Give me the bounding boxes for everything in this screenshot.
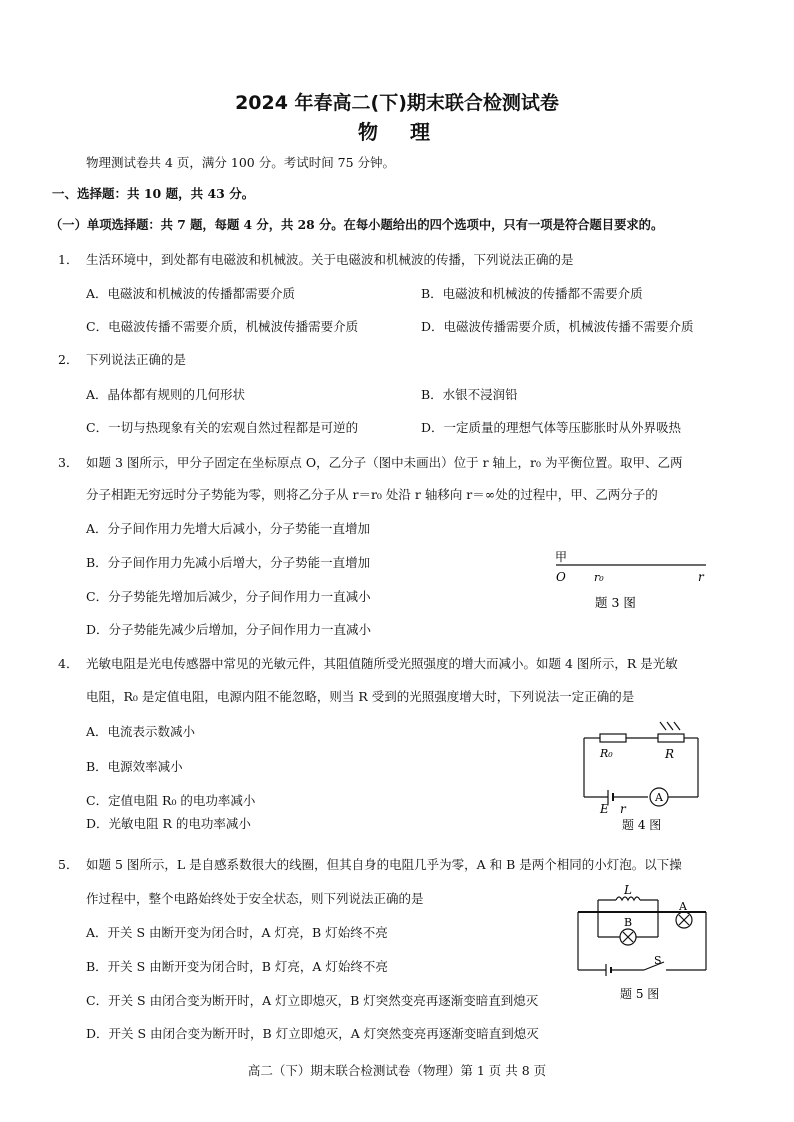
option-d: D．电磁波传播需要介质，机械波传播不需要介质 — [421, 319, 694, 334]
resistor-r0 — [600, 734, 626, 742]
label-origin: O — [556, 570, 566, 584]
option-b: B．电磁波和机械波的传播都不需要介质 — [421, 286, 643, 301]
option-d: D．开关 S 由闭合变为断开时，B 灯立即熄灭，A 灯突然变亮再逐渐变暗直到熄灭 — [86, 1026, 539, 1041]
question-stem: 下列说法正确的是 — [86, 352, 187, 367]
option-b: B．开关 S 由断开变为闭合时，B 灯亮，A 灯始终不亮 — [86, 959, 388, 974]
label-a: A — [679, 900, 687, 913]
ammeter-label: A — [655, 791, 663, 804]
question-number: 5． — [58, 857, 79, 872]
option-d: D．一定质量的理想气体等压膨胀时从外界吸热 — [421, 420, 682, 435]
option-c: C．开关 S 由闭合变为断开时，A 灯立即熄灭，B 灯突然变亮再逐渐变暗直到熄灭 — [86, 993, 539, 1008]
option-a: A．电流表示数减小 — [86, 724, 196, 739]
intro-text: 物理测试卷共 4 页，满分 100 分。考试时间 75 分钟。 — [86, 155, 396, 170]
label-jia: 甲 — [555, 550, 568, 564]
option-c: C．定值电阻 R₀ 的电功率减小 — [86, 793, 256, 808]
inductor-coil — [616, 897, 640, 900]
option-a: A．电磁波和机械波的传播都需要介质 — [86, 286, 296, 301]
question-number: 2． — [58, 352, 79, 367]
option-b: B．电源效率减小 — [86, 759, 183, 774]
option-a: A．分子间作用力先增大后减小，分子势能一直增加 — [86, 521, 371, 536]
label-r0: r₀ — [594, 571, 604, 584]
option-d: D．分子势能先减少后增加，分子间作用力一直减小 — [86, 622, 372, 637]
question-stem: 生活环境中，到处都有电磁波和机械波。关于电磁波和机械波的传播，下列说法正确的是 — [86, 252, 574, 267]
section-heading: 一、选择题：共 10 题，共 43 分。 — [52, 186, 255, 201]
label-b: B — [624, 916, 633, 929]
question-stem: 光敏电阻是光电传感器中常见的光敏元件，其阻值随所受光照强度的增大而减小。如题 4 图所示，R 是光敏 — [86, 656, 678, 671]
option-a: A．晶体都有规则的几何形状 — [86, 387, 246, 402]
figure-caption: 题 5 图 — [620, 987, 660, 1001]
label-e: E — [600, 802, 609, 816]
page-title: 2024 年春高二(下)期末联合检测试卷 — [235, 92, 559, 114]
option-b: B．水银不浸润铅 — [421, 387, 518, 402]
question-number: 3． — [58, 455, 79, 470]
photoresistor-r — [658, 734, 684, 742]
label-r: r — [698, 570, 704, 584]
option-c: C．分子势能先增加后减少，分子间作用力一直减小 — [86, 589, 371, 604]
label-s: S — [654, 954, 662, 967]
question-stem-cont: 电阻，R₀ 是定值电阻，电源内阻不能忽略，则当 R 受到的光照强度增大时，下列说法一定正确的是 — [86, 689, 635, 704]
page-footer: 高二（下）期末联合检测试卷（物理）第 1 页 共 8 页 — [247, 1063, 547, 1078]
question-stem: 如题 5 图所示，L 是自感系数很大的线圈，但其自身的电阻几乎为零，A 和 B 是两个相同的小灯泡。以下操 — [86, 857, 682, 872]
figure-3-diagram — [540, 545, 720, 615]
question-stem-cont: 作过程中，整个电路始终处于安全状态，则下列说法正确的是 — [86, 891, 424, 906]
question-number: 4． — [58, 656, 79, 671]
label-l: L — [624, 883, 632, 897]
label-internal-r: r — [620, 802, 626, 816]
figure-caption: 题 4 图 — [622, 818, 662, 832]
figure-4-diagram — [578, 718, 708, 833]
question-number: 1． — [58, 252, 79, 267]
option-a: A．开关 S 由断开变为闭合时，A 灯亮，B 灯始终不亮 — [86, 925, 388, 940]
figure-5-diagram — [572, 880, 712, 1005]
question-stem-cont: 分子相距无穷远时分子势能为零，则将乙分子从 r＝r₀ 处沿 r 轴移向 r＝∞处的过程中，甲、乙两分子的 — [86, 487, 658, 502]
subsection-heading: （一）单项选择题：共 7 题，每题 4 分，共 28 分。在每小题给出的四个选项中，只有一项是符合题目要求的。 — [50, 217, 664, 232]
figure-caption: 题 3 图 — [595, 595, 636, 610]
question-stem: 如题 3 图所示，甲分子固定在坐标原点 O，乙分子（图中未画出）位于 r 轴上，r₀ 为平衡位置。取甲、乙两 — [86, 455, 683, 470]
label-r0: R₀ — [600, 747, 613, 760]
option-c: C．电磁波传播不需要介质，机械波传播需要介质 — [86, 319, 359, 334]
option-d: D．光敏电阻 R 的电功率减小 — [86, 816, 251, 831]
option-b: B．分子间作用力先减小后增大，分子势能一直增加 — [86, 555, 371, 570]
label-r: R — [665, 747, 675, 761]
option-c: C．一切与热现象有关的宏观自然过程都是可逆的 — [86, 420, 359, 435]
subject-title: 物 理 — [358, 120, 436, 144]
